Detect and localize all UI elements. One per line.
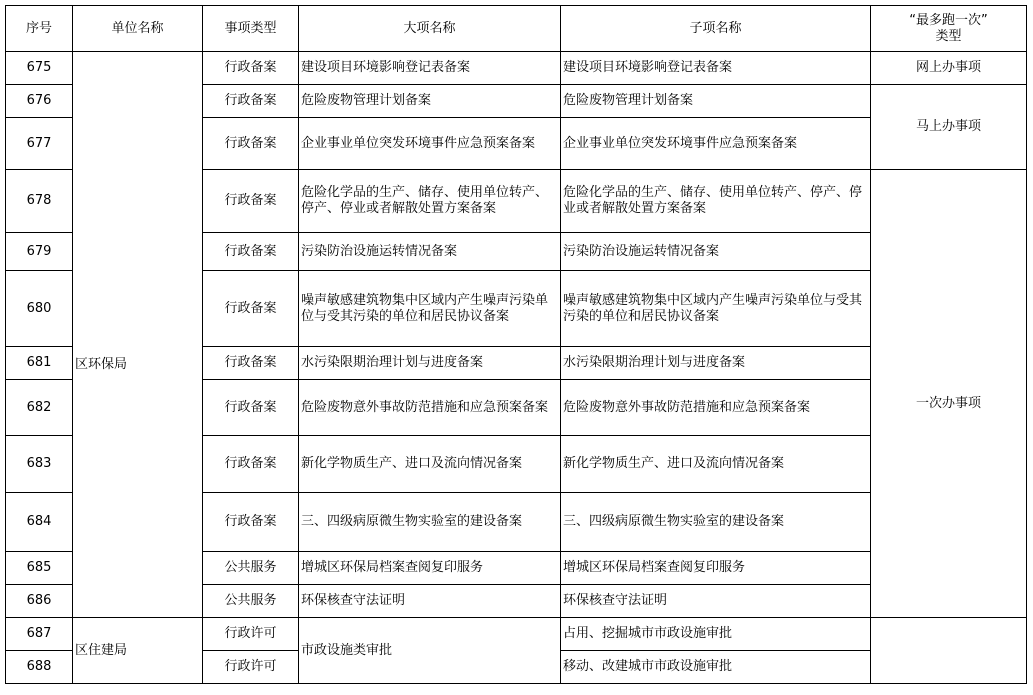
cell-major: 企业事业单位突发环境事件应急预案备案 <box>299 118 561 170</box>
cell-sub: 环保核查守法证明 <box>561 585 871 618</box>
cell-type: 行政备案 <box>203 347 299 380</box>
cell-type: 行政许可 <box>203 618 299 651</box>
cell-seq: 679 <box>6 233 73 271</box>
cell-major: 污染防治设施运转情况备案 <box>299 233 561 271</box>
header-major: 大项名称 <box>299 6 561 52</box>
cell-major: 环保核查守法证明 <box>299 585 561 618</box>
header-run-type <box>871 6 1027 52</box>
header-sub: 子项名称 <box>561 6 871 52</box>
cell-sub: 噪声敏感建筑物集中区域内产生噪声污染单位与受其污染的单位和居民协议备案 <box>561 271 871 347</box>
cell-sub: 建设项目环境影响登记表备案 <box>561 52 871 85</box>
cell-type: 公共服务 <box>203 585 299 618</box>
cell-sub: 占用、挖掘城市市政设施审批 <box>561 618 871 651</box>
header-seq: 序号 <box>6 6 73 52</box>
cell-seq: 680 <box>6 271 73 347</box>
cell-seq: 677 <box>6 118 73 170</box>
header-run-type-line2: 类型 <box>935 28 962 44</box>
cell-run-type-empty <box>871 618 1027 684</box>
cell-type: 行政备案 <box>203 436 299 493</box>
cell-seq: 682 <box>6 380 73 436</box>
cell-type: 行政备案 <box>203 52 299 85</box>
cell-sub: 增城区环保局档案查阅复印服务 <box>561 552 871 585</box>
cell-major: 水污染限期治理计划与进度备案 <box>299 347 561 380</box>
cell-type: 行政备案 <box>203 493 299 552</box>
cell-seq: 688 <box>6 651 73 684</box>
cell-sub: 危险废物管理计划备案 <box>561 85 871 118</box>
cell-major: 建设项目环境影响登记表备案 <box>299 52 561 85</box>
cell-sub: 水污染限期治理计划与进度备案 <box>561 347 871 380</box>
header-type: 事项类型 <box>203 6 299 52</box>
cell-major: 增城区环保局档案查阅复印服务 <box>299 552 561 585</box>
cell-major: 噪声敏感建筑物集中区域内产生噪声污染单位与受其污染的单位和居民协议备案 <box>299 271 561 347</box>
cell-seq: 676 <box>6 85 73 118</box>
cell-seq: 675 <box>6 52 73 85</box>
cell-sub: 三、四级病原微生物实验室的建设备案 <box>561 493 871 552</box>
cell-major: 新化学物质生产、进口及流向情况备案 <box>299 436 561 493</box>
cell-run-type: 一次办事项 <box>871 170 1027 618</box>
cell-type: 行政备案 <box>203 118 299 170</box>
cell-type: 公共服务 <box>203 552 299 585</box>
cell-seq: 687 <box>6 618 73 651</box>
cell-unit: 区住建局 <box>73 618 203 684</box>
cell-major: 危险废物管理计划备案 <box>299 85 561 118</box>
cell-seq: 678 <box>6 170 73 233</box>
cell-seq: 684 <box>6 493 73 552</box>
header-run-type-line1: “最多跑一次” <box>909 12 988 28</box>
cell-major: 危险化学品的生产、储存、使用单位转产、停产、停业或者解散处置方案备案 <box>299 170 561 233</box>
cell-run-type: 马上办事项 <box>871 85 1027 170</box>
cell-major: 市政设施类审批 <box>299 618 561 684</box>
cell-sub: 危险化学品的生产、储存、使用单位转产、停产、停业或者解散处置方案备案 <box>561 170 871 233</box>
table-row <box>6 618 1027 651</box>
cell-type: 行政备案 <box>203 380 299 436</box>
service-items-table <box>5 5 1027 684</box>
cell-seq: 685 <box>6 552 73 585</box>
header-unit: 单位名称 <box>73 6 203 52</box>
cell-unit: 区环保局 <box>73 52 203 618</box>
cell-type: 行政备案 <box>203 85 299 118</box>
cell-major: 危险废物意外事故防范措施和应急预案备案 <box>299 380 561 436</box>
cell-type: 行政备案 <box>203 271 299 347</box>
cell-sub: 移动、改建城市市政设施审批 <box>561 651 871 684</box>
cell-type: 行政许可 <box>203 651 299 684</box>
cell-sub: 危险废物意外事故防范措施和应急预案备案 <box>561 380 871 436</box>
cell-seq: 683 <box>6 436 73 493</box>
cell-seq: 681 <box>6 347 73 380</box>
cell-seq: 686 <box>6 585 73 618</box>
cell-run-type: 网上办事项 <box>871 52 1027 85</box>
cell-type: 行政备案 <box>203 233 299 271</box>
cell-sub: 新化学物质生产、进口及流向情况备案 <box>561 436 871 493</box>
cell-sub: 污染防治设施运转情况备案 <box>561 233 871 271</box>
table-row <box>6 52 1027 85</box>
cell-type: 行政备案 <box>203 170 299 233</box>
cell-sub: 企业事业单位突发环境事件应急预案备案 <box>561 118 871 170</box>
cell-major: 三、四级病原微生物实验室的建设备案 <box>299 493 561 552</box>
